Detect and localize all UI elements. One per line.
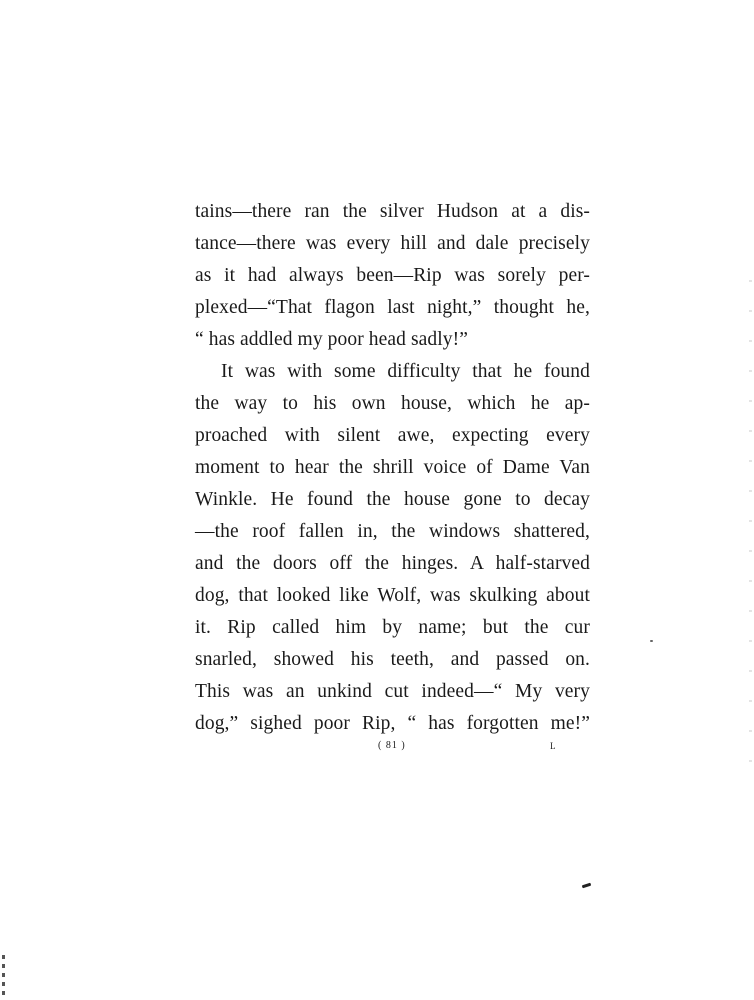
scan-edge-marks xyxy=(749,280,752,780)
text-line: dog,” sighed poor Rip, “ has forgotten me!” xyxy=(195,713,590,734)
text-line: the way to his own house, which he ap- xyxy=(195,393,590,414)
scan-speck xyxy=(650,640,653,642)
text-line: and the doors off the hinges. A half-starved xyxy=(195,553,590,574)
signature-mark: L xyxy=(550,741,556,751)
text-line: Winkle. He found the house gone to decay xyxy=(195,489,590,510)
body-text xyxy=(195,196,590,740)
text-line: tance—there was every hill and dale precisely xyxy=(195,233,590,254)
text-line: snarled, showed his teeth, and passed on. xyxy=(195,649,590,670)
scan-edge-marks xyxy=(2,955,5,1000)
scan-speck xyxy=(582,883,591,889)
text-line: —the roof fallen in, the windows shattered, xyxy=(195,521,590,542)
text-line: dog, that looked like Wolf, was skulking about xyxy=(195,585,590,606)
text-line: plexed—“That flagon last night,” thought he, xyxy=(195,297,590,318)
text-line: tains—there ran the silver Hudson at a dis- xyxy=(195,201,590,222)
text-line: proached with silent awe, expecting every xyxy=(195,425,590,446)
text-line: it. Rip called him by name; but the cur xyxy=(195,617,590,638)
text-line: moment to hear the shrill voice of Dame Van xyxy=(195,457,590,478)
text-line: as it had always been—Rip was sorely per- xyxy=(195,265,590,286)
text-line: “ has addled my poor head sadly!” xyxy=(195,329,468,350)
paragraph-first-line: It was with some difficulty that he found xyxy=(221,361,590,382)
page-number: ( 81 ) xyxy=(378,740,406,751)
text-line: This was an unkind cut indeed—“ My very xyxy=(195,681,590,702)
